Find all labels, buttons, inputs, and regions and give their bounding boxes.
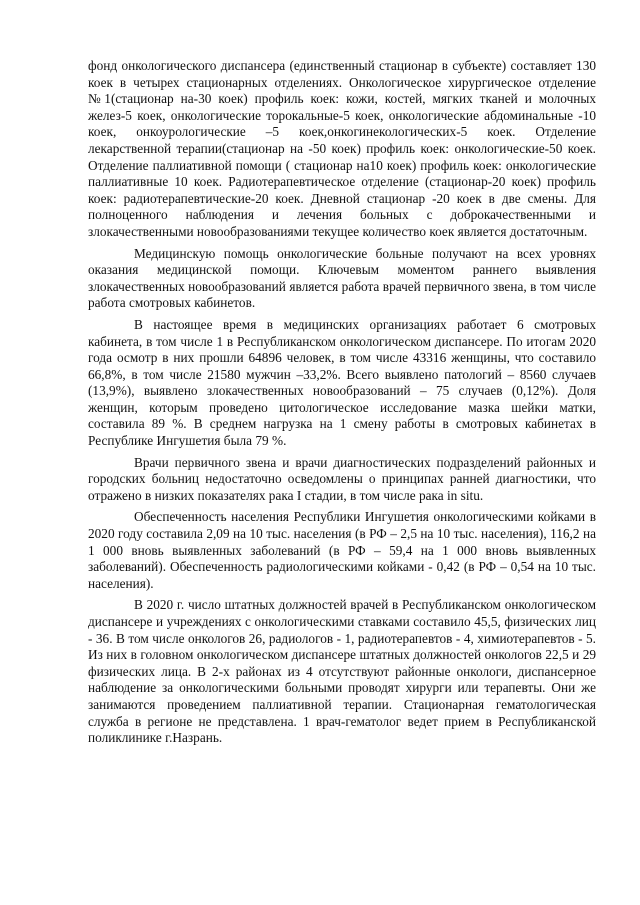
paragraph-bed-provision: Обеспеченность населения Республики Ингушетия онкологическими койками в 2020 году составила 2,09 на 10 тыс. населения (в РФ – 2,5 на 10 тыс. населения), 116,2 на 1 000 вновь выявленных заболеваний (в РФ – 59,4 на 1 000 вновь выявленных заболеваний). Обеспеченность радиологическими койками - 0,42 (в РФ – 0,54 на 10 тыс. населения). [88,509,596,591]
paragraph-bed-fund: фонд онкологического диспансера (единственный стационар в субъекте) составляет 130 коек в четырех стационарных отделениях. Онкологическое хирургическое отделение №1(стационар на-30 коек) профиль коек: кожи, костей, мягких тканей и молочных желез-5 коек, онкологические торокальные-5 коек, онкологические абдоминальные -10 коек, онкоурологические –5 коек,онкогинекологических-5 коек. Отделение лекарственной терапии(стационар на -50 коек) профиль коек: онкологические-50 коек. Отделение паллиативной помощи ( стационар на10 коек) профиль коек: онкологические паллиативные 10 коек. Радиотерапевтическое отделение (стационар-20 коек) профиль коек: радиотерапевтические-20 коек. Дневной стационар -20 коек в две смены. Для полноценного наблюдения и лечения больных с доброкачественными и злокачественными новообразованиями текущее количество коек является достаточным. [88,58,596,239]
paragraph-primary-care-doctors: Врачи первичного звена и врачи диагностических подразделений районных и городских больниц недостаточно осведомлены о принципах ранней диагностики, что отражено в низких показателях рака I стадии, в том числе рака in situ. [88,454,596,503]
paragraph-medical-care-levels: Медицинскую помощь онкологические больные получают на всех уровнях оказания медицинской помощи. Ключевым моментом раннего выявления злокачественных новообразований является работа врачей первичного звена, в том числе работа смотровых кабинетов. [88,245,596,311]
paragraph-staffing: В 2020 г. число штатных должностей врачей в Республиканском онкологическом диспансере и учреждениях с онкологическими ставками составило 45,5, физических лиц - 36. В том числе онкологов 26, радиологов - 1, радиотерапевтов - 4, химиотерапевтов - 5. Из них в головном онкологическом диспансере штатных должностей онкологов 22,5 и 29 физических лица. В 2-х районах из 4 отсутствуют районные онкологи, диспансерное наблюдение за онкологическими больными проводят хирурги или терапевты. Они же занимаются проведением паллиативной терапии. Стационарная гематологическая служба в регионе не представлена. 1 врач-гематолог ведет прием в Республиканской поликлинике г.Назрань. [88,597,596,746]
document-page [88,58,596,752]
paragraph-screening-rooms: В настоящее время в медицинских организациях работает 6 смотровых кабинета, в том числе 1 в Республиканском онкологическом диспансере. По итогам 2020 года осмотр в них прошли 64896 человек, в том числе 43316 женщины, что составило 66,8%, в том числе 21580 мужчин –33,2%. Всего выявлено патологий – 8560 случаев (13,9%), выявлено злокачественных новообразований – 75 случаев (0,12%). Доля женщин, которым проведено цитологическое исследование мазка шейки матки, составила 89 %. В среднем нагрузка на 1 смену работы в смотровых кабинетах в Республике Ингушетия была 79 %. [88,316,596,449]
